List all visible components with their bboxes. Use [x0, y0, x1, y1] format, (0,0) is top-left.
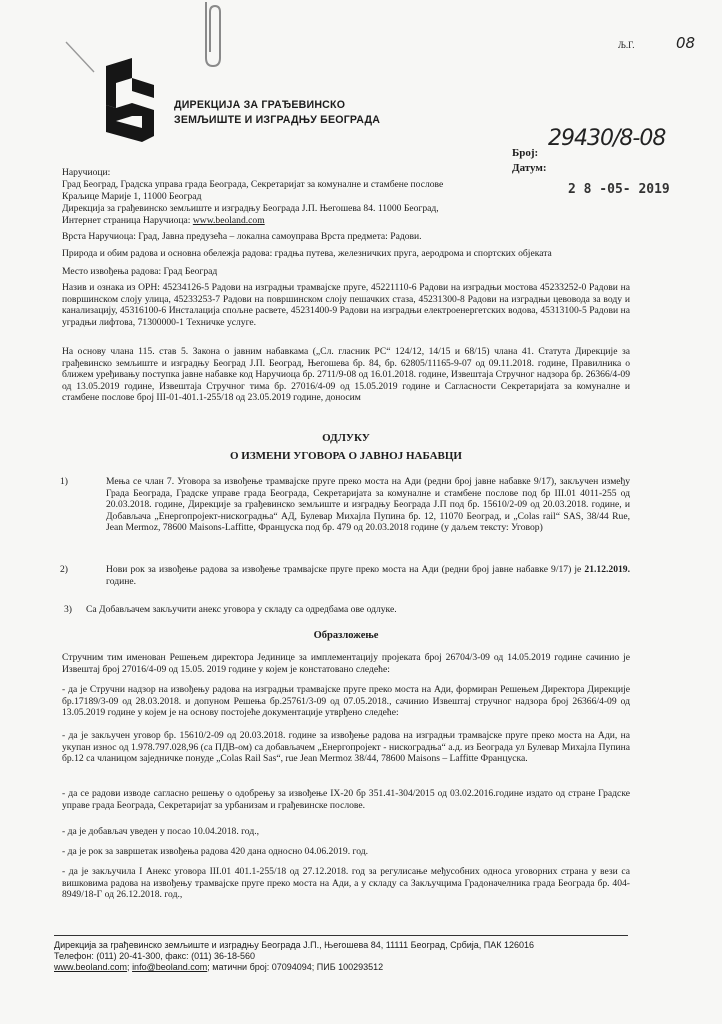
decision-subtitle: О ИЗМЕНИ УГОВОРА О ЈАВНОЈ НАБАВЦИ [230, 450, 462, 462]
header-line3: Дирекција за грађевинско земљиште и изградњу Београда Ј.П. Његошева 84. 11000 Београд, [62, 203, 439, 214]
corner-number: 08 [676, 34, 696, 52]
decision-title: ОДЛУКУ [322, 432, 370, 444]
footer-email-link[interactable]: info@beoland.com [132, 962, 208, 972]
naruchioci-label: Наручиоци: [62, 167, 111, 178]
reasoning-point-3: - да се радови изводе сагласно решењу о одобрењу за извођење IX-20 бр 351.41-304/2015 од 03.02.2016.године издато од стране Градске управе града Београда, Секретаријат за урбанизам и грађевинске послове. [62, 788, 630, 811]
priroda-line: Природа и обим радова и основна обележја радова: градња путева, железничких пруга, аеродрома и спортских објеката [62, 248, 552, 259]
item-1-num: 1) [60, 476, 68, 487]
header-line4 [62, 215, 265, 227]
datum-label: Датум: [512, 162, 547, 174]
website-link[interactable]: www.beoland.com [192, 215, 265, 226]
header-line1: Град Београд, Градска управа града Београда, Секретаријат за комуналне и стамбене послове [62, 179, 444, 190]
agency-logo-icon [102, 58, 166, 150]
item-2-date: 21.12.2019. [584, 564, 630, 575]
item-3-num: 3) [64, 604, 72, 615]
website-label: Интернет страница Наручиоца: [62, 215, 193, 226]
footer-phone: Телефон: (011) 20-41-300, факс: (011) 36-18-560 [54, 951, 256, 961]
date-stamp: 2 8 -05- 2019 [568, 182, 670, 197]
mesto-line: Место извођења радова: Град Београд [62, 266, 218, 277]
pen-mark [64, 40, 100, 76]
reasoning-point-6: - да је закључила I Анекс уговора III.01 401.1-255/18 од 27.12.2018. год за регулисање међусобних односа уговорних страна у вези са вишковима радова на извођењу трамвајске пруге преко моста на Ади, а у складу са Закључцима Градоначелника града Београда бр. 404-8949/18-Г од 26.12.2018. год., [62, 866, 630, 901]
reasoning-point-1: - да је Стручни надзор на извођењу радова на изградњи трамвајске пруге преко моста на Ади, формиран Решењем Директора Дирекције бр.17189/3-09 од 28.03.2018. и допуном Решења бр.25761/3-09 од 07.05.2018., сачинио Извештај стручног надзора број 26366/4-09 од 13.05.2019 године у којем је на основу постојеће документације утврђено следеће: [62, 684, 630, 719]
paperclip-image [198, 0, 228, 70]
preamble: На основу члана 115. став 5. Закона о јавним набавкама („Сл. гласник РС“ 124/12, 14/15 и 68/15) члана 41. Статута Дирекције за грађевинско земљиште и изградњу Београд Ј.П. Београд, Његошева бр. 84, бр. 62805/11165-9-07 од 09.11.2018. године, Правилника о ближем уређивању поступка јавне набавке код Наручиоца бр. 2711/9-08 од 16.01.2018. године, Извештаја Стручног надзора бр. 26366/4-09 од 13.05.2019 године, Извештаја Стручног тима бр. 27016/4-09 од 15.05.2019 године и Сагласности Секретаријата за комуналне и стамбене послове број III-01-401.1-255/18 од 23.05.2019 године, доносим [62, 346, 630, 404]
footer-separator: ; [127, 962, 133, 972]
item-3-text: Са Добављачем закључити анекс уговора у складу са одредбама ове одлуке. [86, 604, 397, 615]
item-1-text: Мења се члан 7. Уговора за извођење трамвајске пруге преко моста на Ади (редни број јавне набавке 9/17), закључен између Града Београда, Градске управе града Београда, Секретаријата за комуналне и стамбене послове под бр III.01 4011-255 од 20.03.2018. године, Дирекције за грађевинско земљиште и изградњу Београда Ј.П под бр. 15610/2-09 од 20.03.2018. године, и Добављача „Енергопројект-нискоградња“ АД, Булевар Михајла Пупина бр. 12, 11070 Београд, и „Colas rail“ SAS, 38/44 Rue, Jean Mermoz, 78600 Maisons-Laffitte, Француска под бр. 479 од 20.03.2018 године (у даљем тексту: Уговор) [106, 476, 630, 534]
item-2-tail: године. [106, 575, 137, 587]
reasoning-point-5: - да је рок за завршетак извођења радова 420 дана односно 04.06.2019. год. [62, 846, 369, 857]
footer-address: Дирекција за грађевинско земљиште и изградњу Београда Ј.П., Његошева 84, 11111 Београд, Србија, ПАК 126016 [54, 940, 535, 950]
agency-name [174, 98, 380, 128]
broj-label: Број: [512, 147, 539, 159]
reasoning-intro: Стручним тим именован Решењем директора Јединице за имплементацију пројеката број 26704/3-09 од 14.05.2019 године сачинио је Извештај број 27016/4-09 од 15.05. 2019 године у којем је констатовано следеће: [62, 652, 630, 675]
footer-website-link[interactable]: www.beoland.com [54, 962, 128, 972]
footer-contacts [54, 962, 383, 973]
footer-ids: ; матични број: 07094094; ПИБ 100293512 [207, 962, 384, 972]
header-line2: Краљице Марије 1, 11000 Београд [62, 191, 202, 202]
reasoning-point-4: - да је добављач уведен у посао 10.04.2018. год., [62, 826, 260, 837]
item-2-num: 2) [60, 564, 68, 575]
reasoning-title: Образложење [313, 630, 379, 641]
reasoning-point-2: - да је закључен уговор бр. 15610/2-09 од 20.03.2018. године за извођење радова на изградњи трамвајске пруге преко моста на Ади, на укупан износ од 1.978.797.028,96 (са ПДВ-ом) са добављачем „Енергопројект - нискоградња“ а.д. из Београда ул Булевар Михајла Пупина бр.12 са чланицом заједничке понуде „Colas Rail Sas“, rue Jean Mermoz 38/44, 78600 Maisons – Laffitte Француска. [62, 730, 630, 765]
corner-mark: Љ.Г. [618, 40, 635, 50]
footer-divider [54, 935, 628, 936]
agency-name-line2: ЗЕМЉИШТЕ И ИЗГРАДЊУ БЕОГРАДА [174, 114, 381, 126]
broj-value: 29430/8-08 [548, 126, 666, 151]
vrsta-line: Врста Наручиоца: Град, Јавна предузећа – локална самоуправа Врста предмета: Радови. [62, 231, 422, 242]
item-2-body: Нови рок за извођење радова за извођење трамвајске пруге преко моста на Ади (редни број јавне набавке 9/17) је [106, 564, 585, 575]
agency-name-line1: ДИРЕКЦИЈА ЗА ГРАЂЕВИНСКО [174, 99, 346, 111]
orn-block: Назив и ознака из ОРН: 45234126-5 Радови на изградњи трамвајске пруге, 45221110-6 Радови на изградњи мостова 45233252-0 Радови на површинском слоју улица, 45233253-7 Радови на површинском слоју пешачких стаза, 45231300-8 Радови на изградњи цевовода за воду и канализацију, 45316100-6 Инсталација спољне расвете, 45231400-9 Радови на изградњи електроенергетских водова, 45313100-5 Радови на уградњи лифтова, 71300000-1 Техничке услуге. [62, 282, 630, 328]
item-2-text [106, 564, 630, 587]
